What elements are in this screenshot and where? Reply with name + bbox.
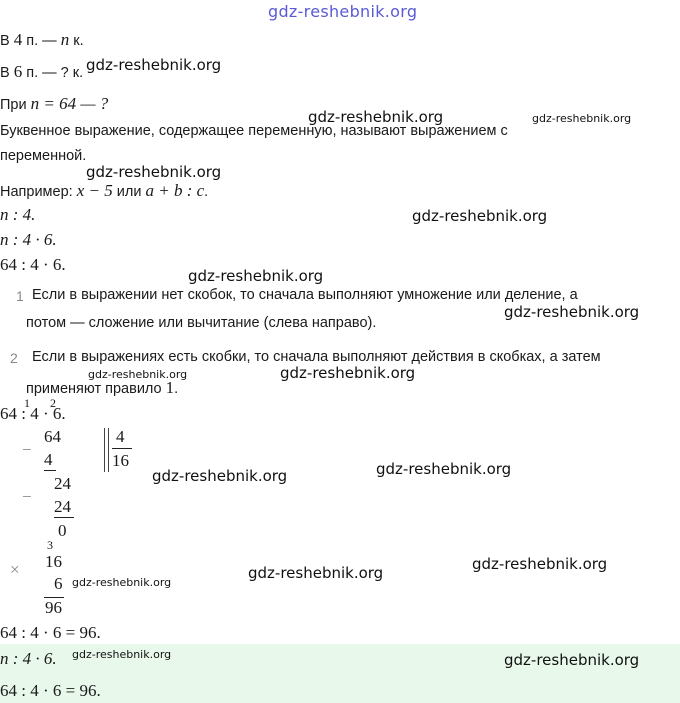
- remainder-2: 0: [58, 521, 67, 540]
- expression-2: n : 4 · 6.: [0, 230, 57, 249]
- rule-number: 2: [10, 350, 18, 366]
- math-number: 4: [13, 30, 23, 49]
- watermark: gdz-reshebnik.org: [152, 467, 288, 485]
- rule-2-line-2: [26, 378, 178, 398]
- quotient: 16: [112, 451, 129, 470]
- watermark: gdz-reshebnik.org: [412, 207, 548, 225]
- math-expression: n = 64 — ?: [30, 94, 109, 113]
- watermark: gdz-reshebnik.org: [86, 56, 222, 74]
- math-number: 6: [13, 62, 23, 81]
- watermark: gdz-reshebnik.org: [86, 163, 222, 181]
- definition-line-1: Буквенное выражение, содержащее переменную, называют выражением с: [0, 123, 508, 139]
- watermark: gdz-reshebnik.org: [188, 267, 324, 285]
- text: применяют правило: [26, 381, 162, 397]
- math-number: 1: [165, 378, 175, 397]
- rule-1-line-1: Если в выражении нет скобок, то сначала выполняют умножение или деление, а: [32, 287, 578, 303]
- definition-line-2: переменной.: [0, 148, 87, 164]
- dividend: 64: [44, 427, 61, 446]
- watermark: gdz-reshebnik.org: [72, 648, 172, 661]
- rule-number: 1: [16, 288, 24, 304]
- carry-digit: 3: [47, 538, 53, 552]
- operand: 4: [30, 404, 39, 423]
- watermark: gdz-reshebnik.org: [72, 576, 172, 589]
- math-variable: n: [60, 30, 70, 49]
- example-line: [0, 181, 208, 201]
- header-watermark: gdz-reshebnik.org: [268, 2, 418, 21]
- text: п. —: [26, 33, 57, 49]
- watermark: gdz-reshebnik.org: [376, 460, 512, 478]
- operator: :: [21, 404, 26, 423]
- math-expression: a + b : c: [145, 181, 205, 200]
- watermark: gdz-reshebnik.org: [88, 368, 188, 381]
- division-bracket: [104, 428, 105, 472]
- multiplicand: 16: [45, 552, 62, 571]
- text: При: [0, 97, 27, 113]
- text: Например:: [0, 184, 73, 200]
- remainder-1: 24: [54, 474, 71, 493]
- text: .: [61, 404, 66, 423]
- expression-3: 64 : 4 · 6.: [0, 255, 66, 274]
- watermark: gdz-reshebnik.org: [472, 555, 608, 573]
- text-line-2: [0, 62, 83, 82]
- expression-1: n : 4.: [0, 205, 36, 224]
- text-line-3: [0, 94, 108, 114]
- text: .: [174, 381, 179, 397]
- watermark: gdz-reshebnik.org: [248, 564, 384, 582]
- watermark: gdz-reshebnik.org: [308, 108, 444, 126]
- times-sign: ×: [10, 560, 20, 579]
- final-answer: 64 : 4 · 6 = 96.: [0, 681, 101, 700]
- division-bracket: [108, 428, 109, 472]
- text: .: [204, 184, 209, 200]
- product: 96: [45, 598, 62, 617]
- subtrahend-1: 4: [44, 450, 53, 469]
- rule-2-line-1: Если в выражениях есть скобки, то сначала выполняют действия в скобках, а затем: [32, 349, 601, 365]
- step-marker-1: 1: [24, 396, 30, 410]
- final-expression: n : 4 · 6.: [0, 649, 57, 668]
- text-line-1: [0, 30, 84, 50]
- minus-sign: −: [22, 440, 32, 459]
- division-underline-2: [54, 517, 74, 518]
- text: к.: [73, 33, 84, 49]
- rule-1-line-2: потом — сложение или вычитание (слева направо).: [26, 315, 377, 331]
- watermark: gdz-reshebnik.org: [504, 651, 640, 669]
- answer-line: 64 : 4 · 6 = 96.: [0, 623, 101, 642]
- operand: 6: [52, 404, 62, 423]
- watermark: gdz-reshebnik.org: [280, 364, 416, 382]
- minus-sign: −: [22, 487, 32, 506]
- step-marker-2: 2: [50, 396, 56, 410]
- watermark: gdz-reshebnik.org: [504, 303, 640, 321]
- text: п. — ? к.: [26, 65, 84, 81]
- math-expression: x − 5: [76, 181, 113, 200]
- text: В: [0, 33, 10, 49]
- divisor: 4: [116, 427, 125, 446]
- subtrahend-2: 24: [54, 497, 71, 516]
- operand: 64: [0, 404, 17, 423]
- watermark: gdz-reshebnik.org: [532, 112, 632, 125]
- division-underline-1: [44, 470, 56, 471]
- text: В: [0, 65, 10, 81]
- operator: ·: [42, 404, 49, 423]
- divisor-underline: [112, 448, 132, 449]
- text: или: [116, 184, 142, 200]
- multiplier: 6: [54, 574, 63, 593]
